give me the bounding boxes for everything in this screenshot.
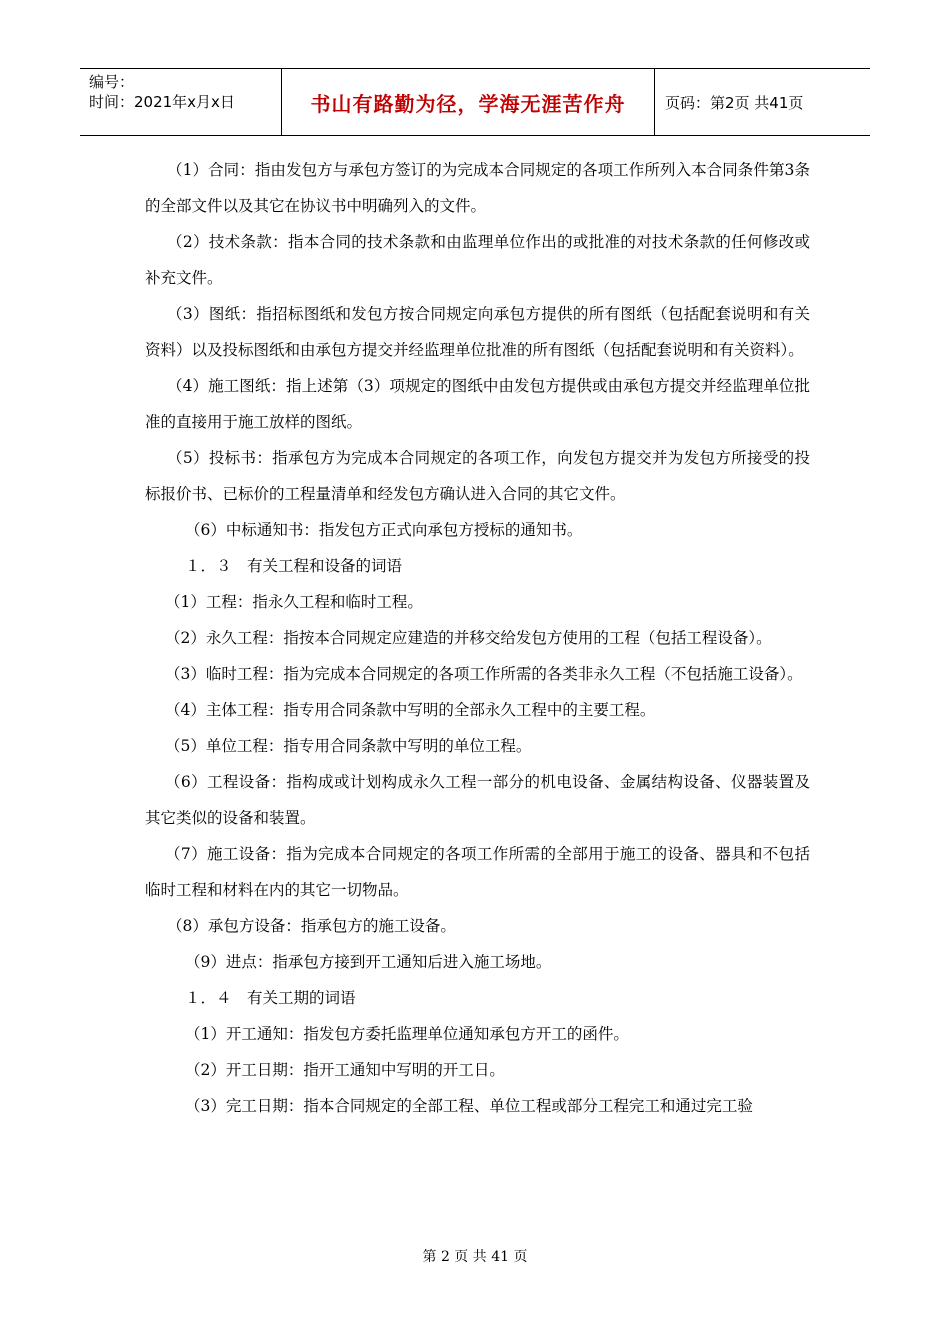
paragraph: （5）投标书：指承包方为完成本合同规定的各项工作，向发包方提交并为发包方所接受的投标报价书、已标价的工程量清单和经发包方确认进入合同的其它文件。: [145, 449, 810, 503]
paragraph: （1）合同：指由发包方与承包方签订的为完成本合同规定的各项工作所列入本合同条件第3条的全部文件以及其它在协议书中明确列入的文件。: [145, 161, 810, 215]
date-label: 时间：2021年x月x日: [89, 93, 235, 111]
paragraph: （3）完工日期：指本合同规定的全部工程、单位工程或部分工程完工和通过完工验: [185, 1097, 753, 1115]
paragraph: （4）施工图纸：指上述第（3）项规定的图纸中由发包方提供或由承包方提交并经监理单位批准的直接用于施工放样的图纸。: [145, 377, 810, 431]
paragraph: （6）工程设备：指构成或计划构成永久工程一部分的机电设备、金属结构设备、仪器装置及其它类似的设备和装置。: [145, 773, 810, 827]
paragraph: （1）工程：指永久工程和临时工程。: [165, 593, 423, 611]
paragraph: （1）开工通知：指发包方委托监理单位通知承包方开工的函件。: [185, 1025, 629, 1043]
paragraph: （3）临时工程：指为完成本合同规定的各项工作所需的各类非永久工程（不包括施工设备）。: [165, 665, 803, 683]
paragraph: （6）中标通知书：指发包方正式向承包方授标的通知书。: [185, 521, 583, 539]
number-label: 编号：: [89, 73, 135, 91]
section-heading: １．３ 有关工程和设备的词语: [185, 557, 403, 575]
paragraph: （2）技术条款：指本合同的技术条款和由监理单位作出的或批准的对技术条款的任何修改或补充文件。: [145, 233, 810, 287]
paragraph: （5）单位工程：指专用合同条款中写明的单位工程。: [165, 737, 532, 755]
paragraph: （2）永久工程：指按本合同规定应建造的并移交给发包方使用的工程（包括工程设备）。: [165, 629, 772, 647]
document-body: [145, 152, 810, 1124]
page-footer: 第 2 页 共 41 页: [422, 1249, 528, 1265]
paragraph: （9）进点：指承包方接到开工通知后进入施工场地。: [185, 953, 552, 971]
header-page-info: 页码：第2页 共41页: [665, 93, 804, 112]
paragraph: （3）图纸：指招标图纸和发包方按合同规定向承包方提供的所有图纸（包括配套说明和有关资料）以及投标图纸和由承包方提交并经监理单位批准的所有图纸（包括配套说明和有关资料）。: [145, 305, 810, 359]
paragraph: （7）施工设备：指为完成本合同规定的各项工作所需的全部用于施工的设备、器具和不包括临时工程和材料在内的其它一切物品。: [145, 845, 810, 899]
paragraph: （8）承包方设备：指承包方的施工设备。: [167, 917, 456, 935]
paragraph: （2）开工日期：指开工通知中写明的开工日。: [185, 1061, 505, 1079]
page-header: [80, 68, 870, 136]
section-heading: １．４ 有关工期的词语: [185, 989, 356, 1007]
header-meta: [80, 69, 282, 135]
header-motto: 书山有路勤为径，学海无涯苦作舟: [282, 69, 655, 135]
paragraph: （4）主体工程：指专用合同条款中写明的全部永久工程中的主要工程。: [165, 701, 656, 719]
